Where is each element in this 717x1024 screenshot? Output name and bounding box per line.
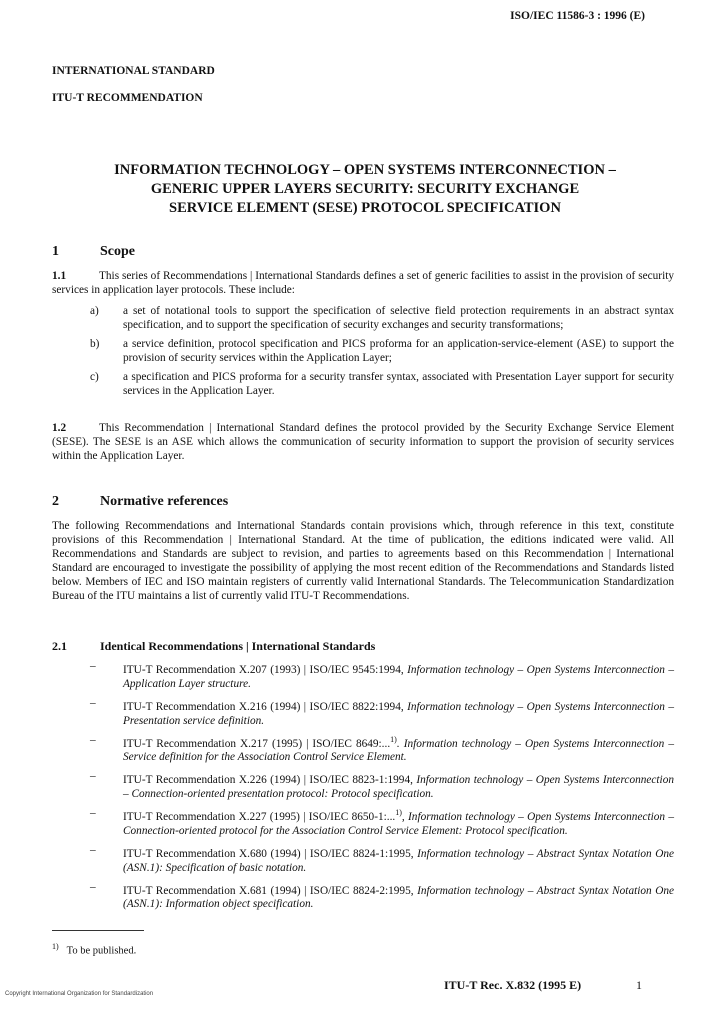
list-item — [90, 304, 674, 332]
reference-item — [90, 696, 674, 728]
subsection-title: Identical Recommendations | International Standards — [100, 639, 376, 653]
para-text: The following Recommendations and International Standards contain provisions which, through reference in this text, constitute provisions of this Recommendation | International Standard. At the time of publication, the editions indicated were valid. All Recommendations and Standards are subject to revision, and parties to agreements based on this Recommendation | International Standard are encouraged to investigate the possibility of applying the most recent edition of the Recommendations and Standards listed below. Members of IEC and ISO maintain registers of currently valid International Standards. The Telecommunication Standardization Bureau of the ITU maintains a list of currently valid ITU-T Recommendations. — [52, 520, 674, 602]
reference-title: . Information technology – Open Systems Interconnection – Service definition for the Association Control Service Element. — [123, 737, 675, 764]
reference-text — [123, 659, 674, 691]
item-label: c) — [90, 371, 99, 383]
para-text: This series of Recommendations | International Standards defines a set of generic facilities to assist in the provision of security services in application layer protocols. These include: — [52, 270, 674, 296]
footnote-ref: 1) — [395, 808, 402, 818]
reference-id: ITU-T Recommendation X.227 (1995) | ISO/IEC 8650-1:... — [123, 810, 396, 823]
item-label: a) — [90, 305, 99, 317]
section-number: 1 — [52, 244, 59, 259]
document-title — [40, 161, 690, 218]
section-heading-normative-references — [52, 495, 228, 509]
scope-list — [90, 304, 674, 398]
para-number: 1.2 — [52, 422, 67, 434]
reference-title: Information technology – Open Systems Interconnection – Application Layer structure. — [123, 663, 674, 690]
footnote-text: To be published. — [66, 945, 137, 957]
subsection-heading-2-1 — [52, 639, 375, 653]
reference-id: ITU-T Recommendation X.226 (1994) | ISO/IEC 8823-1:1994, — [123, 774, 417, 787]
reference-item — [90, 880, 674, 912]
item-label: b) — [90, 338, 100, 350]
page-number: 1 — [636, 978, 642, 992]
bullet-dash: – — [90, 733, 96, 746]
reference-id: ITU-T Recommendation X.681 (1994) | ISO/IEC 8824-2:1995, — [123, 884, 418, 897]
item-text: a service definition, protocol specification and PICS proforma for an application-service-element (ASE) to support the provision of security services within the Application Layer; — [123, 338, 674, 364]
reference-title: Information technology – Open Systems Interconnection – Connection-oriented presentation protocol: Protocol specification. — [123, 774, 674, 801]
reference-title: Information technology – Abstract Syntax Notation One (ASN.1): Information object specification. — [123, 884, 675, 911]
paragraph-1-1 — [52, 269, 674, 297]
standard-type: INTERNATIONAL STANDARD — [52, 65, 215, 77]
section-heading-scope — [52, 245, 135, 259]
bullet-dash: – — [90, 696, 96, 709]
reference-text — [123, 769, 674, 801]
para-number: 1.1 — [52, 270, 67, 282]
reference-id: ITU-T Recommendation X.207 (1993) | ISO/IEC 9545:1994, — [123, 663, 408, 676]
bullet-dash: – — [90, 770, 96, 783]
footer-rec: ITU-T Rec. X.832 (1995 E) — [444, 978, 582, 992]
reference-title: Information technology – Open Systems Interconnection – Presentation service definition. — [123, 700, 674, 727]
para-text: This Recommendation | International Standard defines the protocol provided by the Security Exchange Service Element (SESE). The SESE is an ASE which allows the communication of security information to support the provision of security services within the Application Layer. — [52, 422, 674, 462]
section-title: Scope — [100, 244, 135, 259]
reference-title: Information technology – Abstract Syntax Notation One (ASN.1): Specification of basic notation. — [123, 847, 675, 874]
reference-id: ITU-T Recommendation X.680 (1994) | ISO/IEC 8824-1:1995, — [123, 847, 418, 860]
reference-item — [90, 769, 674, 801]
footnote-divider — [52, 930, 144, 931]
footnote — [52, 940, 136, 959]
reference-text — [123, 806, 674, 838]
title-line: SERVICE ELEMENT (SESE) PROTOCOL SPECIFICATION — [169, 200, 561, 216]
footnote-mark: 1) — [52, 942, 59, 951]
paragraph-2 — [52, 519, 674, 603]
reference-item — [90, 843, 674, 875]
reference-text — [123, 843, 674, 875]
reference-text — [123, 696, 674, 728]
section-title: Normative references — [100, 494, 229, 509]
footnote-ref: 1) — [390, 734, 397, 744]
doc-id-header: ISO/IEC 11586-3 : 1996 (E) — [510, 10, 645, 22]
bullet-dash: – — [90, 880, 96, 893]
reference-id: ITU-T Recommendation X.216 (1994) | ISO/IEC 8822:1994, — [123, 700, 408, 713]
reference-list — [90, 659, 674, 916]
reference-text — [123, 733, 674, 765]
paragraph-1-2 — [52, 421, 674, 463]
reference-text — [123, 880, 674, 912]
item-text: a specification and PICS proforma for a security transfer syntax, associated with Presentation Layer support for security services in the Application Layer. — [123, 371, 674, 397]
bullet-dash: – — [90, 660, 96, 672]
list-item — [90, 370, 674, 398]
reference-item — [90, 733, 674, 765]
title-line: GENERIC UPPER LAYERS SECURITY: SECURITY EXCHANGE — [150, 181, 580, 197]
reference-id: ITU-T Recommendation X.217 (1995) | ISO/IEC 8649:... — [123, 737, 391, 750]
bullet-dash: – — [90, 843, 96, 856]
reference-item — [90, 659, 674, 691]
subsection-number: 2.1 — [52, 639, 67, 653]
bullet-dash: – — [90, 807, 96, 820]
copyright-notice: Copyright International Organization for Standardization — [5, 991, 154, 997]
title-line: INFORMATION TECHNOLOGY – OPEN SYSTEMS INTERCONNECTION – — [114, 162, 616, 178]
section-number: 2 — [52, 494, 59, 509]
reference-title: , Information technology – Open Systems Interconnection – Connection-oriented protocol for the Association Control Service Element: Protocol specification. — [123, 810, 675, 837]
item-text: a set of notational tools to support the specification of selective field protection requirements in an abstract syntax specification, and to support the specification of security exchanges and security transformations; — [123, 305, 674, 331]
list-item — [90, 337, 674, 365]
recommendation-type: ITU-T RECOMMENDATION — [52, 92, 203, 104]
reference-item — [90, 806, 674, 838]
